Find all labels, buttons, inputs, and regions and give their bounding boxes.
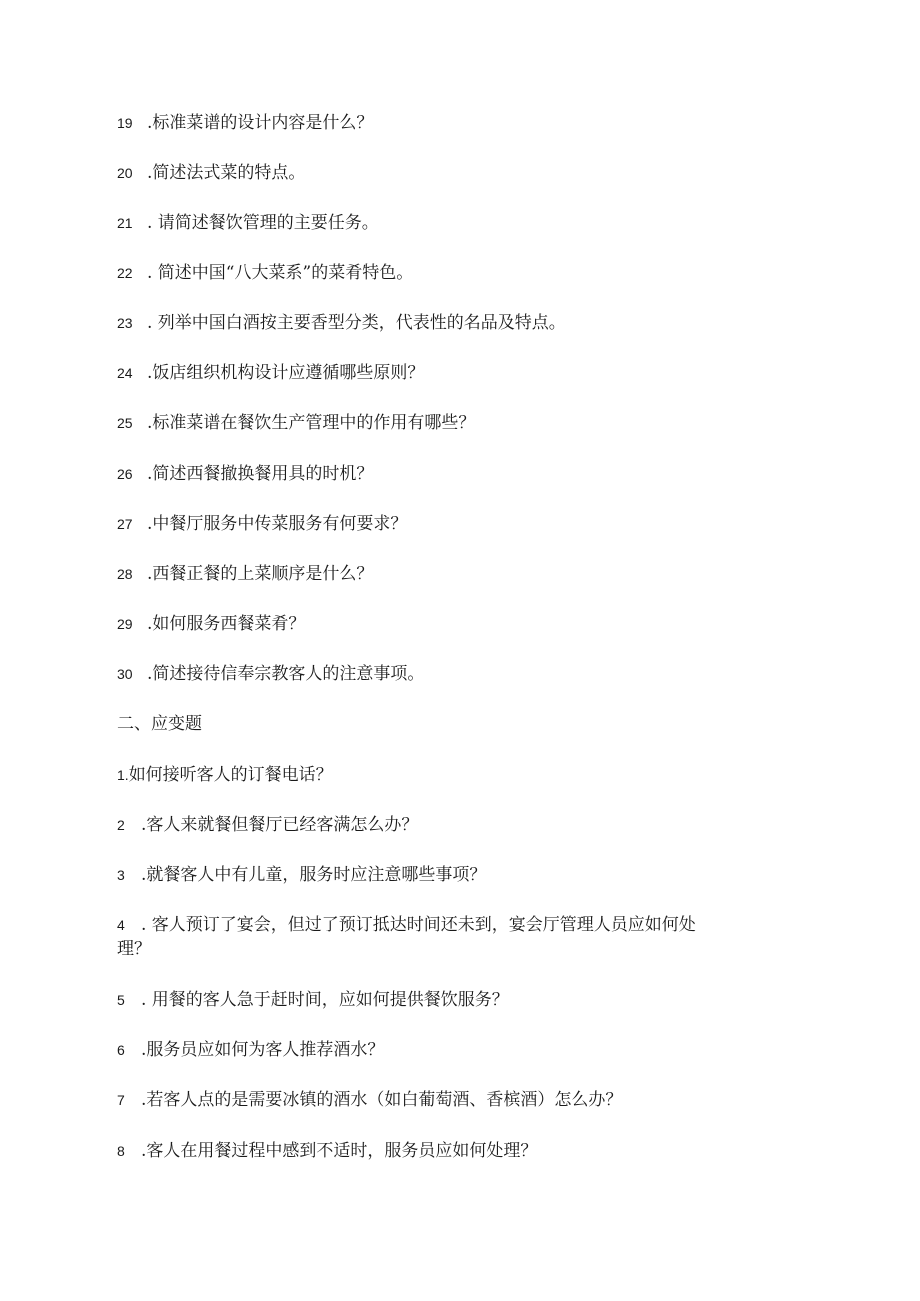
question-24 bbox=[117, 361, 767, 385]
question-number: 1. bbox=[117, 767, 129, 783]
question-23 bbox=[117, 311, 767, 335]
scenario-question-6 bbox=[117, 1038, 767, 1062]
scenario-question-7 bbox=[117, 1088, 767, 1112]
question-29 bbox=[117, 612, 767, 636]
scenario-question-1 bbox=[117, 763, 767, 787]
question-text: .中餐厅服务中传菜服务有何要求？ bbox=[147, 514, 408, 534]
question-number: 25 bbox=[117, 415, 133, 431]
question-text: . 列举中国白酒按主要香型分类，代表性的名品及特点。 bbox=[147, 313, 566, 333]
question-30 bbox=[117, 662, 767, 686]
question-number: 8 bbox=[117, 1143, 125, 1159]
question-number: 30 bbox=[117, 666, 133, 682]
question-text: . 请简述餐饮管理的主要任务。 bbox=[147, 213, 379, 233]
question-text: .饭店组织机构设计应遵循哪些原则？ bbox=[147, 363, 425, 383]
question-number: 21 bbox=[117, 215, 133, 231]
question-number: 22 bbox=[117, 265, 133, 281]
section-heading: 二、应变题 bbox=[117, 714, 202, 734]
question-25 bbox=[117, 411, 767, 435]
question-text: . 简述中国“八大菜系”的菜肴特色。 bbox=[147, 263, 414, 283]
question-21 bbox=[117, 211, 767, 235]
question-text: .西餐正餐的上菜顺序是什么？ bbox=[147, 564, 374, 584]
question-text: .简述接待信奉宗教客人的注意事项。 bbox=[147, 664, 425, 684]
question-number: 24 bbox=[117, 365, 133, 381]
question-text: .简述法式菜的特点。 bbox=[147, 163, 306, 183]
question-27 bbox=[117, 512, 767, 536]
question-22 bbox=[117, 261, 767, 285]
question-number: 2 bbox=[117, 817, 125, 833]
question-number: 3 bbox=[117, 867, 125, 883]
question-text: 如何接听客人的订餐电话？ bbox=[128, 765, 333, 785]
question-26 bbox=[117, 462, 767, 486]
question-20 bbox=[117, 161, 767, 185]
scenario-question-4-continuation bbox=[117, 937, 767, 961]
question-number: 26 bbox=[117, 466, 133, 482]
question-number: 6 bbox=[117, 1042, 125, 1058]
question-number: 27 bbox=[117, 516, 133, 532]
question-number: 5 bbox=[117, 992, 125, 1008]
question-28 bbox=[117, 562, 767, 586]
question-text: .客人在用餐过程中感到不适时，服务员应如何处理？ bbox=[141, 1141, 538, 1161]
question-text: .客人来就餐但餐厅已经客满怎么办？ bbox=[141, 815, 419, 835]
scenario-question-5 bbox=[117, 988, 767, 1012]
question-text: .若客人点的是需要冰镇的酒水（如白葡萄酒、香槟酒）怎么办？ bbox=[141, 1090, 623, 1110]
question-number: 28 bbox=[117, 566, 133, 582]
scenario-question-4 bbox=[117, 913, 767, 937]
question-text: . 客人预订了宴会，但过了预订抵达时间还未到，宴会厅管理人员应如何处 bbox=[141, 915, 696, 935]
question-number: 4 bbox=[117, 917, 125, 933]
scenario-question-2 bbox=[117, 813, 767, 837]
scenario-question-3 bbox=[117, 863, 767, 887]
question-text: .简述西餐撤换餐用具的时机？ bbox=[147, 464, 374, 484]
question-text-continuation: 理？ bbox=[117, 939, 151, 959]
question-number: 29 bbox=[117, 616, 133, 632]
question-text: .标准菜谱在餐饮生产管理中的作用有哪些？ bbox=[147, 413, 476, 433]
question-text: .服务员应如何为客人推荐酒水？ bbox=[141, 1040, 385, 1060]
question-text: .标准菜谱的设计内容是什么？ bbox=[147, 113, 374, 133]
question-text: .如何服务西餐菜肴？ bbox=[147, 614, 306, 634]
question-number: 20 bbox=[117, 165, 133, 181]
question-text: . 用餐的客人急于赶时间，应如何提供餐饮服务？ bbox=[141, 990, 509, 1010]
question-number: 19 bbox=[117, 115, 133, 131]
scenario-question-8 bbox=[117, 1139, 767, 1163]
question-text: .就餐客人中有儿童，服务时应注意哪些事项？ bbox=[141, 865, 487, 885]
question-number: 23 bbox=[117, 315, 133, 331]
question-19 bbox=[117, 111, 767, 135]
question-number: 7 bbox=[117, 1092, 125, 1108]
